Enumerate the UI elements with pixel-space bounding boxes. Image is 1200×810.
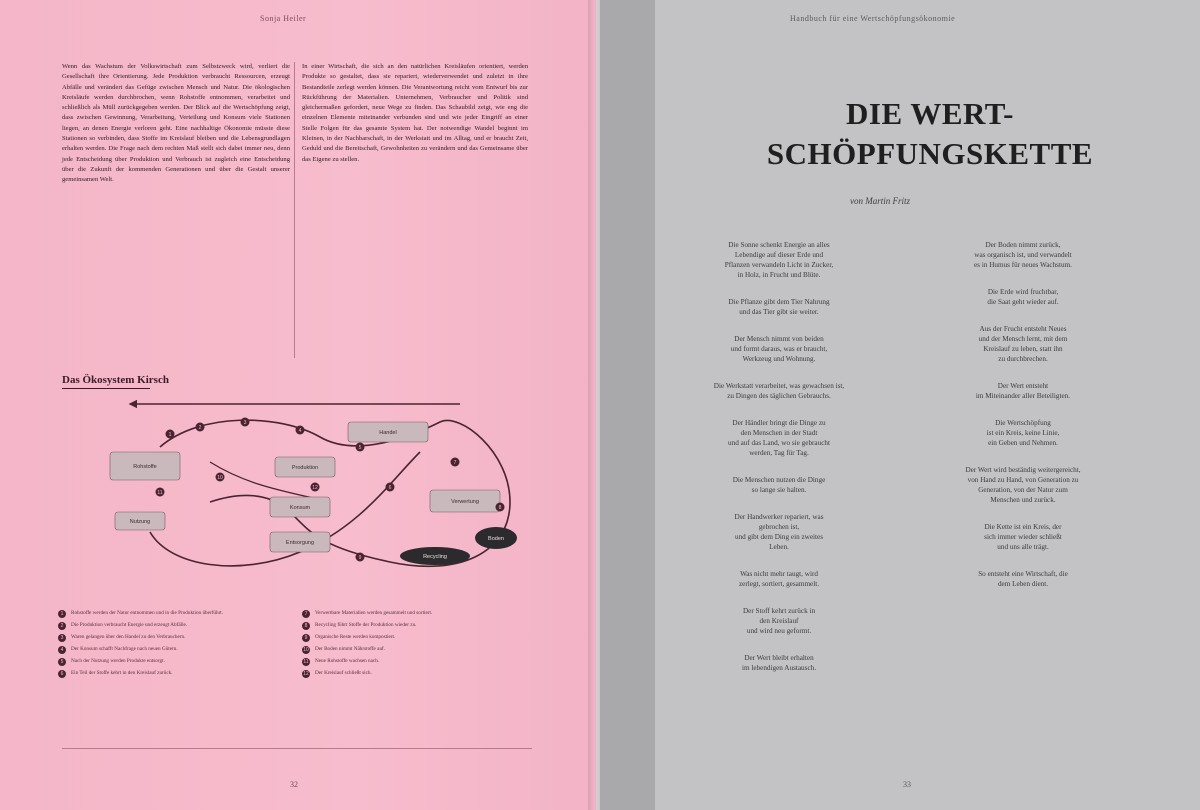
diagram-node	[400, 547, 470, 565]
stanza-line: so lange sie halten.	[751, 486, 807, 494]
stanza	[668, 334, 890, 364]
stanza	[912, 465, 1134, 505]
stanza-line: und wird neu geformt.	[746, 627, 812, 635]
legend-item	[58, 622, 280, 630]
step-badge-number: 5	[358, 444, 362, 451]
legend-text: Ein Teil der Stoffe kehrt in den Kreislauf zurück.	[71, 670, 173, 676]
legend-number-badge: 4	[58, 646, 66, 654]
stanza-line: was organisch ist, und verwandelt	[974, 251, 1072, 259]
step-badge-number: 8	[498, 504, 502, 511]
legend-item	[58, 670, 280, 678]
stanza-line: Der Handwerker repariert, was	[734, 513, 824, 521]
stanza-line: ist ein Kreis, keine Linie,	[986, 429, 1060, 437]
title-line-1: DIE WERT-	[846, 96, 1014, 131]
stanza-line: Pflanzen verwandeln Licht in Zucker,	[724, 261, 834, 269]
step-badge	[216, 473, 225, 482]
legend-text: Organische Reste werden kompostiert.	[315, 634, 396, 640]
step-badge-number: 3	[243, 419, 247, 426]
legend-item	[302, 670, 528, 678]
title-line-2: SCHÖPFUNGSKETTE	[766, 136, 1094, 171]
stanza	[668, 297, 890, 317]
left-running-head: Sonja Heiler	[260, 14, 307, 23]
legend-text: Recycling führt Stoffe der Produktion wieder zu.	[315, 622, 417, 628]
step-badge	[451, 458, 460, 467]
legend-item	[58, 658, 280, 666]
legend-number-badge: 6	[58, 670, 66, 678]
left-page-number: 32	[290, 780, 298, 789]
stanza-line: Aus der Frucht entsteht Neues	[979, 325, 1067, 333]
diagram-node	[348, 422, 428, 442]
stanza-line: Der Mensch nimmt von beiden	[734, 335, 824, 343]
stanza-line: Kreislauf zu leben, statt ihn	[983, 345, 1063, 353]
stanza	[912, 569, 1134, 589]
stanza-line: gebrochen ist,	[758, 523, 800, 531]
diagram-node	[270, 532, 330, 552]
step-badge-number: 7	[453, 459, 457, 466]
stanza-line: Die Werkstatt verarbeitet, was gewachsen ist,	[713, 382, 845, 390]
diagram-node	[475, 527, 517, 549]
legend-number-badge: 11	[303, 659, 309, 665]
stanza-line: und auf das Land, wo sie gebraucht	[728, 439, 830, 447]
diagram-node-label: Verwertung	[451, 499, 479, 505]
stanza-line: Der Wert entsteht	[997, 382, 1049, 390]
stanza	[912, 381, 1134, 401]
legend-item	[302, 610, 528, 618]
stanza-line: Die Menschen nutzen die Dinge	[732, 476, 826, 484]
step-badge-number: 11	[157, 489, 163, 496]
stanza-line: Der Händler bringt die Dinge zu	[732, 419, 826, 427]
legend-item	[58, 610, 280, 618]
diagram-node	[110, 452, 180, 480]
step-badge	[196, 423, 205, 432]
stanza	[668, 381, 890, 401]
stanza	[912, 522, 1134, 552]
stanza-line: werden, Tag für Tag.	[749, 449, 809, 457]
diagram-node-label: Entsorgung	[285, 540, 315, 546]
legend-text: Neue Rohstoffe wachsen nach.	[315, 658, 380, 664]
stanza-line: Der Boden nimmt zurück,	[985, 241, 1061, 249]
stanza-line: dem Leben dient.	[997, 580, 1049, 588]
stanza-line: Der Wert wird beständig weitergereicht,	[965, 466, 1081, 474]
step-badge-number: 4	[298, 427, 302, 434]
footer-rule	[62, 748, 532, 749]
stanza-line: und uns alle trägt.	[997, 543, 1049, 551]
legend-text: Rohstoffe werden der Natur entnommen und in die Produktion überführt.	[71, 610, 224, 616]
step-badge	[241, 418, 250, 427]
legend-text: Waren gelangen über den Handel zu den Verbrauchern.	[71, 634, 186, 640]
legend-number-badge: 7	[302, 610, 310, 618]
stanza	[668, 653, 890, 673]
legend-item	[58, 646, 280, 654]
article-title	[730, 94, 1130, 174]
step-badge	[386, 483, 395, 492]
stanza	[668, 418, 890, 458]
legend-number-badge: 9	[302, 634, 310, 642]
stanza-line: und gibt dem Ding ein zweites	[734, 533, 824, 541]
step-badge	[356, 553, 365, 562]
legend-left	[58, 610, 280, 682]
column-1-text: Wenn das Wachstum der Volkswirtschaft zum Selbstzweck wird, verliert die Gesellschaft ihre Orientierung. Jede Produktion verbraucht Ressourcen, erzeugt Abfälle und verändert das Gefüge zwischen Mensch und Natur. Die ökologischen Kreisläufe werden durchbrochen, wenn Rohstoffe entnommen, verarbeitet und schließlich als Müll zurückgegeben werden. Der Blick auf die Wertschöpfung zeigt, dass zwischen Gewinnung, Verarbeitung, Verteilung und Konsum viele Stationen liegen, an denen Energie verloren geht. Eine nachhaltige Ökonomie müsste diese Stationen so verbinden, dass Stoffe im Kreislauf bleiben und die Lebensgrundlagen erhalten werden. Die Frage nach dem rechten Maß stellt sich dabei immer neu, denn jede Entscheidung über Produktion und Verbrauch ist zugleich eine Entscheidung über die Zukunft der kommenden Generationen und über die Gestalt unserer gemeinsamen Welt.	[62, 63, 290, 184]
stanza-line: Die Erde wird fruchtbar,	[987, 288, 1059, 296]
stanza-line: und der Mensch lernt, mit dem	[978, 335, 1068, 343]
legend-item	[302, 622, 528, 630]
left-page	[0, 0, 596, 810]
diagram-title: Das Ökosystem Kirsch	[62, 374, 169, 389]
legend-text: Verwertbare Materialien werden gesammelt und sortiert.	[315, 610, 433, 616]
right-running-head: Handbuch für eine Wertschöpfungsökonomie	[790, 14, 956, 23]
diagram-nodes	[110, 419, 517, 565]
stanza-line: ein Geben und Nehmen.	[988, 439, 1058, 447]
stanzas-right-column	[912, 240, 1134, 606]
stanza-line: Der Stoff kehrt zurück in	[742, 607, 816, 615]
diagram-node-label: Recycling	[423, 554, 447, 560]
stanza	[912, 418, 1134, 448]
stanza-line: Leben.	[769, 543, 789, 551]
stanza-line: es in Humus für neues Wachstum.	[974, 261, 1072, 269]
step-badge	[296, 426, 305, 435]
step-badge-number: 10	[217, 474, 223, 481]
stanza-line: Die Sonne schenkt Energie an alles	[728, 241, 830, 249]
stanza-line: Lebendige auf dieser Erde und	[734, 251, 824, 259]
diagram-node-label: Rohstoffe	[133, 464, 157, 470]
right-page	[600, 0, 1200, 810]
legend-text: Nach der Nutzung werden Produkte entsorgt.	[71, 658, 165, 664]
stanza-line: zu Dingen des täglichen Gebrauchs.	[727, 392, 831, 400]
stanza-line: Die Kette ist ein Kreis, der	[984, 523, 1062, 531]
diagram-node-label: Boden	[488, 536, 504, 542]
legend-text: Der Boden nimmt Nährstoffe auf.	[315, 646, 386, 652]
stanza-line: und das Tier gibt sie weiter.	[739, 308, 819, 316]
text-column-2	[302, 62, 528, 165]
stanza-line: Menschen und zurück.	[990, 496, 1056, 504]
stanza	[912, 240, 1134, 270]
stanza-line: So entsteht eine Wirtschaft, die	[978, 570, 1068, 578]
diagram-node-label: Handel	[379, 430, 397, 436]
stanza-line: Werkzeug und Wohnung.	[742, 355, 816, 363]
column-2-text: In einer Wirtschaft, die sich an den natürlichen Kreisläufen orientiert, werden Produkte so gestaltet, dass sie repariert, wiederverwendet und zuletzt in ihre Bestandteile zerlegt werden können. Die Verantwortung reicht vom Entwurf bis zur Rückführung der Materialien. Unternehmen, Verbraucher und Politik sind gleichermaßen gefordert, neue Wege zu finden. Das Schaubild zeigt, wie eng die einzelnen Elemente miteinander verbunden sind und wie jeder Eingriff an einer Stelle Folgen für das gesamte System hat. Der notwendige Wandel beginnt im Kleinen, in der Nachbarschaft, in der Werkstatt und im Alltag, und er braucht Zeit, Geduld und die Bereitschaft, Gewohnheiten zu verändern und das Gemeinsame über das Eigene zu stellen.	[302, 63, 528, 163]
step-badge-number: 2	[198, 424, 202, 431]
legend-item	[302, 634, 528, 642]
stanza	[668, 569, 890, 589]
text-column-1	[62, 62, 290, 186]
step-badge-number: 9	[358, 554, 362, 561]
stanza-line: Generation, von der Natur zum	[978, 486, 1068, 494]
stanza-line: in Holz, in Frucht und Blüte.	[737, 271, 821, 279]
legend-number-badge: 2	[58, 622, 66, 630]
diagram-node	[270, 497, 330, 517]
legend-text: Der Kreislauf schließt sich.	[315, 670, 372, 676]
stanza-line: den Menschen in der Stadt	[740, 429, 818, 437]
legend-right	[302, 610, 528, 682]
step-badge	[311, 483, 320, 492]
legend-text: Die Produktion verbraucht Energie und erzeugt Abfälle.	[71, 622, 188, 628]
stanza	[668, 606, 890, 636]
step-badge	[156, 488, 165, 497]
step-badge-number: 12	[312, 484, 318, 491]
stanza-line: den Kreislauf	[759, 617, 799, 625]
stanza-line: im lebendigen Austausch.	[741, 664, 817, 672]
stanzas-left-column	[668, 240, 890, 690]
legend-text: Der Konsum schafft Nachfrage nach neuen Gütern.	[71, 646, 178, 652]
legend-item	[302, 658, 528, 666]
stanza-line: Was nicht mehr taugt, wird	[740, 570, 818, 578]
stanza-line: im Miteinander aller Beteiligten.	[975, 392, 1071, 400]
right-page-edge	[600, 0, 655, 810]
step-badge	[496, 503, 505, 512]
legend-number-badge: 5	[58, 658, 66, 666]
stanza	[668, 240, 890, 280]
article-author: von Martin Fritz	[850, 196, 910, 206]
stanza-line: von Hand zu Hand, von Generation zu	[967, 476, 1079, 484]
diagram-node-label: Nutzung	[129, 519, 151, 525]
stanza	[668, 512, 890, 552]
right-page-number: 33	[903, 780, 911, 789]
diagram-node-label: Produktion	[291, 465, 319, 471]
step-badge-number: 6	[388, 484, 392, 491]
step-badge	[166, 430, 175, 439]
legend-number-badge: 8	[302, 622, 310, 630]
stanza-line: Der Wert bleibt erhalten	[744, 654, 814, 662]
legend-item	[302, 646, 528, 654]
stanza	[912, 287, 1134, 307]
legend-number-badge: 12	[303, 671, 309, 677]
stanza-line: Die Wertschöpfung	[995, 419, 1051, 427]
stanza-line: sich immer wieder schließt	[984, 533, 1062, 541]
diagram-node	[115, 512, 165, 530]
ecosystem-diagram	[60, 392, 530, 604]
stanza	[912, 324, 1134, 364]
diagram-node-label: Konsum	[289, 505, 311, 511]
step-badge	[356, 443, 365, 452]
stanza-line: die Saat geht wieder auf.	[987, 298, 1059, 306]
legend-number-badge: 10	[303, 647, 309, 653]
diagram-node	[275, 457, 335, 477]
column-divider	[294, 62, 295, 358]
legend-number-badge: 1	[58, 610, 66, 618]
stanza-line: zu durchbrechen.	[998, 355, 1048, 363]
stanza-line: Die Pflanze gibt dem Tier Nahrung	[728, 298, 830, 306]
stanza-line: zerlegt, sortiert, gesammelt.	[738, 580, 820, 588]
stanza	[668, 475, 890, 495]
legend-item	[58, 634, 280, 642]
step-badge-number: 1	[168, 431, 172, 438]
stanza-line: und formt daraus, was er braucht,	[730, 345, 828, 353]
legend-number-badge: 3	[58, 634, 66, 642]
diagram-node	[430, 490, 500, 512]
